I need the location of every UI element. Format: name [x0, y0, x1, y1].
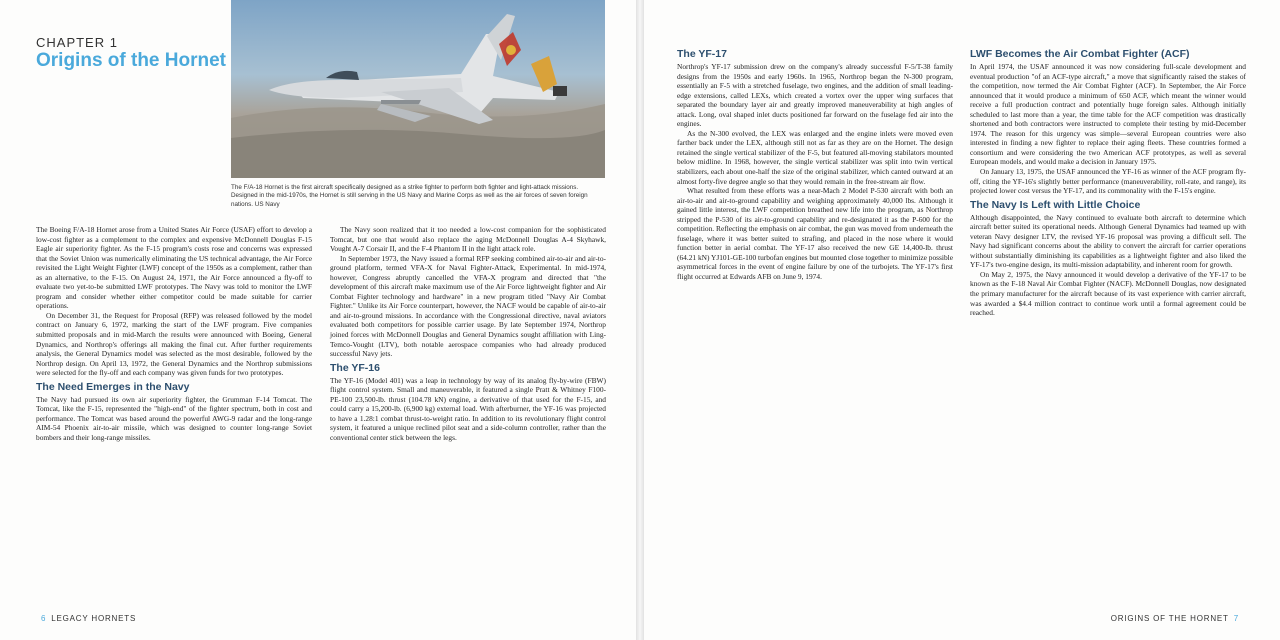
text-column-4: [970, 48, 1246, 318]
chapter-title: Origins of the Hornet: [36, 50, 226, 71]
text-column-1: [36, 225, 312, 442]
left-folio: [36, 614, 136, 623]
left-page: [0, 0, 636, 640]
paragraph: In September 1973, the Navy issued a formal RFP seeking combined air-to-air and air-to-ground platform, termed VFA-X for Naval Fighter-Attack, Experimental. In mid-1974, however, Congress abruptly cancelled the VFA-X program and directed that "the development of this aircraft make maximum use of the Air Force lightweight fighter and Air Combat Fighter technology and hardware" in a new program titled "Navy Air Combat Fighter." Unlike its Air Force counterpart, however, the NACF would be capable of air-to-air and air-to-ground missions. In accordance with the Congressional directive, naval aviators evaluated both competitors for possible carrier usage. By late September 1974, Northrop joined forces with McDonnell Douglas and General Dynamics sought affiliation with Ling-Temco-Vought (LTV), both notable aerospace companies who had already produced successful Navy jets.: [330, 253, 606, 359]
hornet-jet-illustration: [231, 0, 605, 178]
hornet-photo: [231, 0, 605, 178]
paragraph: On January 13, 1975, the USAF announced the YF-16 as winner of the ACF program fly-off, citing the YF-16's slightly better performance (maneuverability, roll-rate, and range), its projected lower cost versus the YF-17, and its commonality with the F-15's engine.: [970, 167, 1246, 196]
paragraph: The Navy had pursued its own air superiority fighter, the Grumman F-14 Tomcat. The Tomcat, like the F-15, represented the "high-end" of the fighter spectrum, both in cost and performance. The Tomcat was based around the powerful AWG-9 radar and the long-range AIM-54 Phoenix air-to-air missile, which was designed to counter long-range Soviet bombers and their long-range missiles.: [36, 394, 312, 442]
right-page: [644, 0, 1280, 640]
text-column-2: [330, 225, 606, 442]
paragraph: Northrop's YF-17 submission drew on the company's already successful F-5/T-38 family designs from the 1950s and early 1960s. In 1965, Northrop began the N-300 program, essentially an F-5 with a stretched fuselage, two engines, and the addition of small leading-edge extensions, called LEXs, which created a vortex over the upper wing surfaces that separated the boundary layer air and greatly improved maneuverability at high angles of attack. Long, oval shaped inlet ducts positioned far forward on the fuselage fed air into the engines.: [677, 62, 953, 129]
book-gutter: [636, 0, 644, 640]
page-number: 7: [1233, 614, 1239, 623]
section-heading-navy-choice: The Navy Is Left with Little Choice: [970, 198, 1141, 211]
paragraph: What resulted from these efforts was a near-Mach 2 Model P-530 aircraft with both an air-to-air and air-to-ground capability and weighing approximately 40,000 lbs. Although it gained little interest, the LWF competition breathed new life into the program, as Northrop stripped the P-530 of its air-to-ground capability and re-designated it as the P-600 for the competition. Reflecting the emphasis on air combat, the gun was moved from underneath the fuselage, where it was better suited to strafing, and placed in the nose where it would function better in aerial combat. The YF-17 also received the new GE 14,400-lb. thrust (64.21 kN) YJ101-GE-100 turbofan engines but mounted close together to minimize possible asymmetrical forces in the event of engine failure by one of the turbojets. The YF-17's first flight occurred at Edwards AFB on June 9, 1974.: [677, 186, 954, 282]
paragraph: On May 2, 1975, the Navy announced it would develop a derivative of the YF-17 to be known as the F-18 Naval Air Combat Fighter (NACF). McDonnell Douglas, now designated the primary manufacturer for the aircraft because of its vast experience with carrier aircraft, was awarded a $4.4 million contract to continue work until a formal agreement could be reached.: [970, 269, 1246, 318]
section-heading-navy-need: The Need Emerges in the Navy: [36, 380, 190, 393]
section-heading-yf17: The YF-17: [677, 48, 727, 60]
page-number: 6: [41, 614, 47, 623]
paragraph: The YF-16 (Model 401) was a leap in technology by way of its analog fly-by-wire (FBW) flight control system. Small and maneuverable, it featured a single Pratt & Whitney F100-PE-100 23,500-lb. thrust (104.78 kN) engine, a derivative of that used for the F-15, and could carry a 15,200-lb. (6,900 kg) external load. With afterburner, the YF-16 was projected to have a 1.28:1 combat thrust-to-weight ratio. In addition to its revolutionary flight control system, it featured a unique reclined pilot seat and a side-column controller, rather than the conventional center stick between the legs.: [330, 375, 606, 442]
section-heading-lwf-acf: LWF Becomes the Air Combat Fighter (ACF): [970, 48, 1190, 60]
paragraph: The Boeing F/A-18 Hornet arose from a United States Air Force (USAF) effort to develop a low-cost fighter as a complement to the complex and expensive McDonnell Douglas F-15 Eagle air superiority fighter. As the F-15 program's costs rose and concerns was expressed that the Soviet Union was numerically eliminating the US technical advantage, the Air Force revisited the Light Weight Fighter (LWF) concept of the 1950s as a complement, rather than as an alternative, to the F-15. On August 24, 1971, the Air Force announced a fly-off to evaluate two yet-to-be submitted LWF prototypes. The Navy was told to monitor the LWF program and consider whether either competitor could be made suitable for carrier operations.: [36, 225, 312, 311]
text-column-3: [677, 48, 953, 282]
photo-caption: The F/A-18 Hornet is the first aircraft specifically designed as a strike fighter to perform both fighter and light-attack missions. Designed in the mid-1970s, the Hornet is still serving in the US Navy and Marine Corps as well as the air forces of seven foreign nations. US Navy: [231, 184, 588, 208]
paragraph: The Navy soon realized that it too needed a low-cost companion for the sophisticated Tomcat, but one that would also replace the aging McDonnell Douglas A-4 Skyhawk, Vought A-7 Corsair II, and the F-4 Phantom II in the light attack role.: [330, 225, 606, 254]
paragraph: In April 1974, the USAF announced it was now considering full-scale development and eventual production "of an ACF-type aircraft," a move that significantly raised the stakes of the competition, now termed the Air Combat Fighter (ACF). In September, the Air Force announced that it would produce a minimum of 650 ACF, which meant the winner would receive a full production contract and potentially huge foreign sales. Although initially scheduled to last more than a year, the time table for the ACF competition was drastically shortened and both contractors were instructed to complete their testing by mid-December 1974. The reason for this urgency was simple—several European countries were also interested in finding a new fighter to replace their aging fleets. These countries formed a consortium and were considering the two American ACF prototypes, as well as several European models, and would make a decision in January 1975.: [970, 62, 1246, 167]
paragraph: As the N-300 evolved, the LEX was enlarged and the engine inlets were moved even farther back under the LEX, although still not as far as they are on the Hornet. The design retained the single vertical stabilizer of the F-5, but featured all-moving stabilators mounted below midline. In 1968, however, the single vertical stabilizer was split into twin vertical stabilizers, each about one-half the size of the original stabilizer, which canted outward at an almost forty-five degree angle so that they would remain in the free-stream air flow.: [677, 128, 953, 186]
chapter-label: CHAPTER 1: [36, 35, 118, 50]
running-head: ORIGINS OF THE HORNET: [1110, 614, 1229, 623]
section-heading-yf16: The YF-16: [330, 361, 380, 374]
running-head: LEGACY HORNETS: [51, 614, 137, 623]
paragraph: Although disappointed, the Navy continued to evaluate both aircraft to determine which aircraft better suited its operational needs. Although General Dynamics had teamed up with veteran Navy designer LTV, the revised YF-16 proposal was proving a difficult sell. The Navy had significant concerns about the ability to convert the aircraft for carrier operations without substantially diminishing its capabilities as a lightweight fighter and also liked the YF-17's two-engine design, its multi-mission adaptability, and inherent room for growth.: [970, 212, 1246, 270]
right-folio: [1111, 614, 1244, 623]
paragraph: On December 31, the Request for Proposal (RFP) was released followed by the model contract on January 6, 1972, marking the start of the LWF program. Five companies submitted proposals and in mid-March the results were announced with Boeing, General Dynamics, and Northrop's offerings all making the final cut. After further requirements analysis, the General Dynamics model was selected as the most desirable, followed by the Northrop design. On April 13, 1972, the General Dynamics and the Northrop submissions were selected for the fly-off and each company was given funds for two prototypes.: [36, 310, 312, 378]
